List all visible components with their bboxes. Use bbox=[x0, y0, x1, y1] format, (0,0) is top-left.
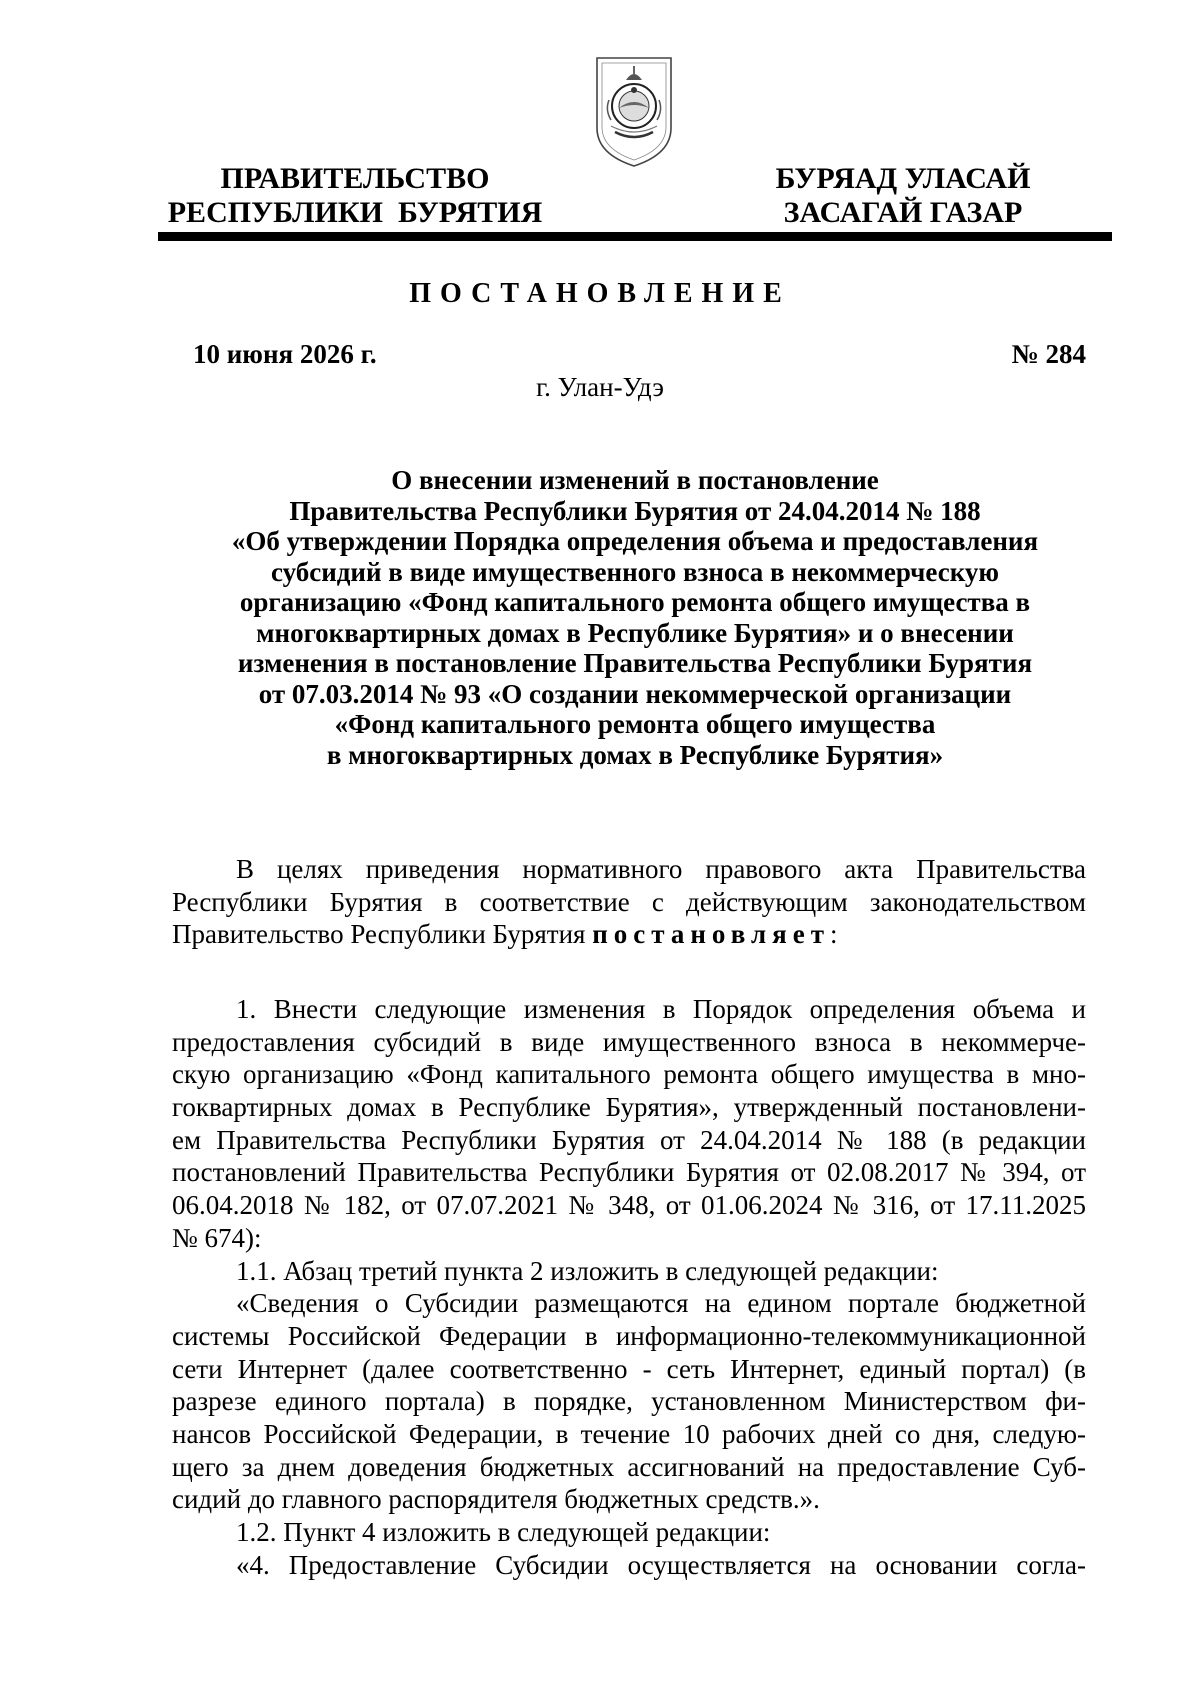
title-line: Правительства Республики Бурятия от 24.04.2014 № 188 bbox=[289, 495, 981, 526]
org-name-line: ПРАВИТЕЛЬСТВО bbox=[220, 162, 490, 195]
paragraph-line: В целях приведения нормативного правового акта Правительства bbox=[236, 854, 1086, 884]
document-city: г. Улан-Удэ bbox=[536, 372, 664, 402]
org-name-russian bbox=[160, 162, 550, 230]
document-type: ПОСТАНОВЛЕНИЕ bbox=[409, 278, 791, 309]
paragraph-line: разрезе единого портала) в порядке, установленном Министерством фи- bbox=[172, 1386, 1086, 1417]
title-line: субсидий в виде имущественного взноса в некоммерческую bbox=[270, 556, 1000, 587]
title-line: изменения в постановление Правительства Республики Бурятия bbox=[237, 648, 1033, 678]
paragraph-line: № 674): bbox=[172, 1222, 262, 1253]
decree-keyword: постановляет bbox=[592, 919, 830, 950]
paragraph-line: «Сведения о Субсидии размещаются на едином портале бюджетной bbox=[236, 1288, 1086, 1319]
paragraph-line: 1.2. Пункт 4 изложить в следующей редакции: bbox=[236, 1517, 771, 1547]
intro-paragraph bbox=[172, 853, 1086, 951]
header-divider bbox=[158, 232, 1112, 241]
title-line: многоквартирных домах в Республике Бурятия» и о внесении bbox=[256, 617, 1014, 648]
paragraph-line: предоставления субсидий в виде имущественного взноса в некоммерче- bbox=[172, 1026, 1086, 1057]
title-line: «Фонд капитального ремонта общего имущества bbox=[334, 709, 936, 739]
title-line: О внесении изменений в постановление bbox=[391, 465, 879, 495]
intro-punct: : bbox=[829, 919, 838, 950]
title-line: от 07.03.2014 № 93 «О создании некоммерческой организации bbox=[258, 678, 1012, 709]
intro-text: Правительство Республики Бурятия bbox=[172, 919, 593, 950]
main-text bbox=[172, 993, 1086, 1581]
paragraph-line: ем Правительства Республики Бурятия от 24.04.2014 № 188 (в редакции bbox=[172, 1124, 1086, 1155]
title-line: организацию «Фонд капитального ремонта общего имущества в bbox=[239, 587, 1031, 617]
paragraph-line: постановлений Правительства Республики Бурятия от 02.08.2017 № 394, от bbox=[172, 1157, 1086, 1188]
paragraph-line: 1. Внести следующие изменения в Порядок определения объема и bbox=[236, 994, 1086, 1024]
org-name-line: БУРЯАД УЛАСАЙ bbox=[775, 162, 1031, 195]
paragraph-line: гоквартирных домах в Республике Бурятия», утвержденный постановлени- bbox=[172, 1092, 1086, 1123]
paragraph-line: 1.1. Абзац третий пункта 2 изложить в следующей редакции: bbox=[236, 1255, 939, 1286]
paragraph-line: скую организацию «Фонд капитального ремонта общего имущества в мно- bbox=[172, 1059, 1086, 1090]
paragraph-line: сидий до главного распорядителя бюджетных средств.». bbox=[172, 1484, 820, 1515]
org-name-buryat bbox=[748, 162, 1058, 230]
title-line: в многоквартирных домах в Республике Бурятия» bbox=[326, 739, 944, 770]
org-name-line: РЕСПУБЛИКИ БУРЯТИЯ bbox=[167, 196, 543, 229]
document-number: № 284 bbox=[1011, 339, 1086, 369]
paragraph-line: системы Российской Федерации в информационно-телекоммуникационной bbox=[172, 1320, 1086, 1351]
document-title bbox=[158, 465, 1112, 770]
coat-of-arms-icon bbox=[589, 50, 679, 170]
paragraph-line: 06.04.2018 № 182, от 07.07.2021 № 348, от 01.06.2024 № 316, от 17.11.2025 bbox=[172, 1190, 1086, 1221]
paragraph-line: «4. Предоставление Субсидии осуществляется на основании согла- bbox=[236, 1549, 1086, 1580]
paragraph-line: щего за днем доведения бюджетных ассигнований на предоставление Суб- bbox=[172, 1451, 1086, 1482]
paragraph-line: нансов Российской Федерации, в течение 10 рабочих дней со дня, следую- bbox=[172, 1418, 1086, 1449]
paragraph-line: сети Интернет (далее соответственно - сеть Интернет, единый портал) (в bbox=[172, 1353, 1086, 1384]
title-line: «Об утверждении Порядка определения объема и предоставления bbox=[231, 526, 1039, 556]
paragraph-line bbox=[172, 918, 1086, 951]
document-date: 10 июня 2026 г. bbox=[193, 339, 377, 369]
paragraph-line: Республики Бурятия в соответствие с действующим законодательством bbox=[172, 886, 1086, 917]
org-name-line: ЗАСАГАЙ ГАЗАР bbox=[783, 196, 1023, 229]
